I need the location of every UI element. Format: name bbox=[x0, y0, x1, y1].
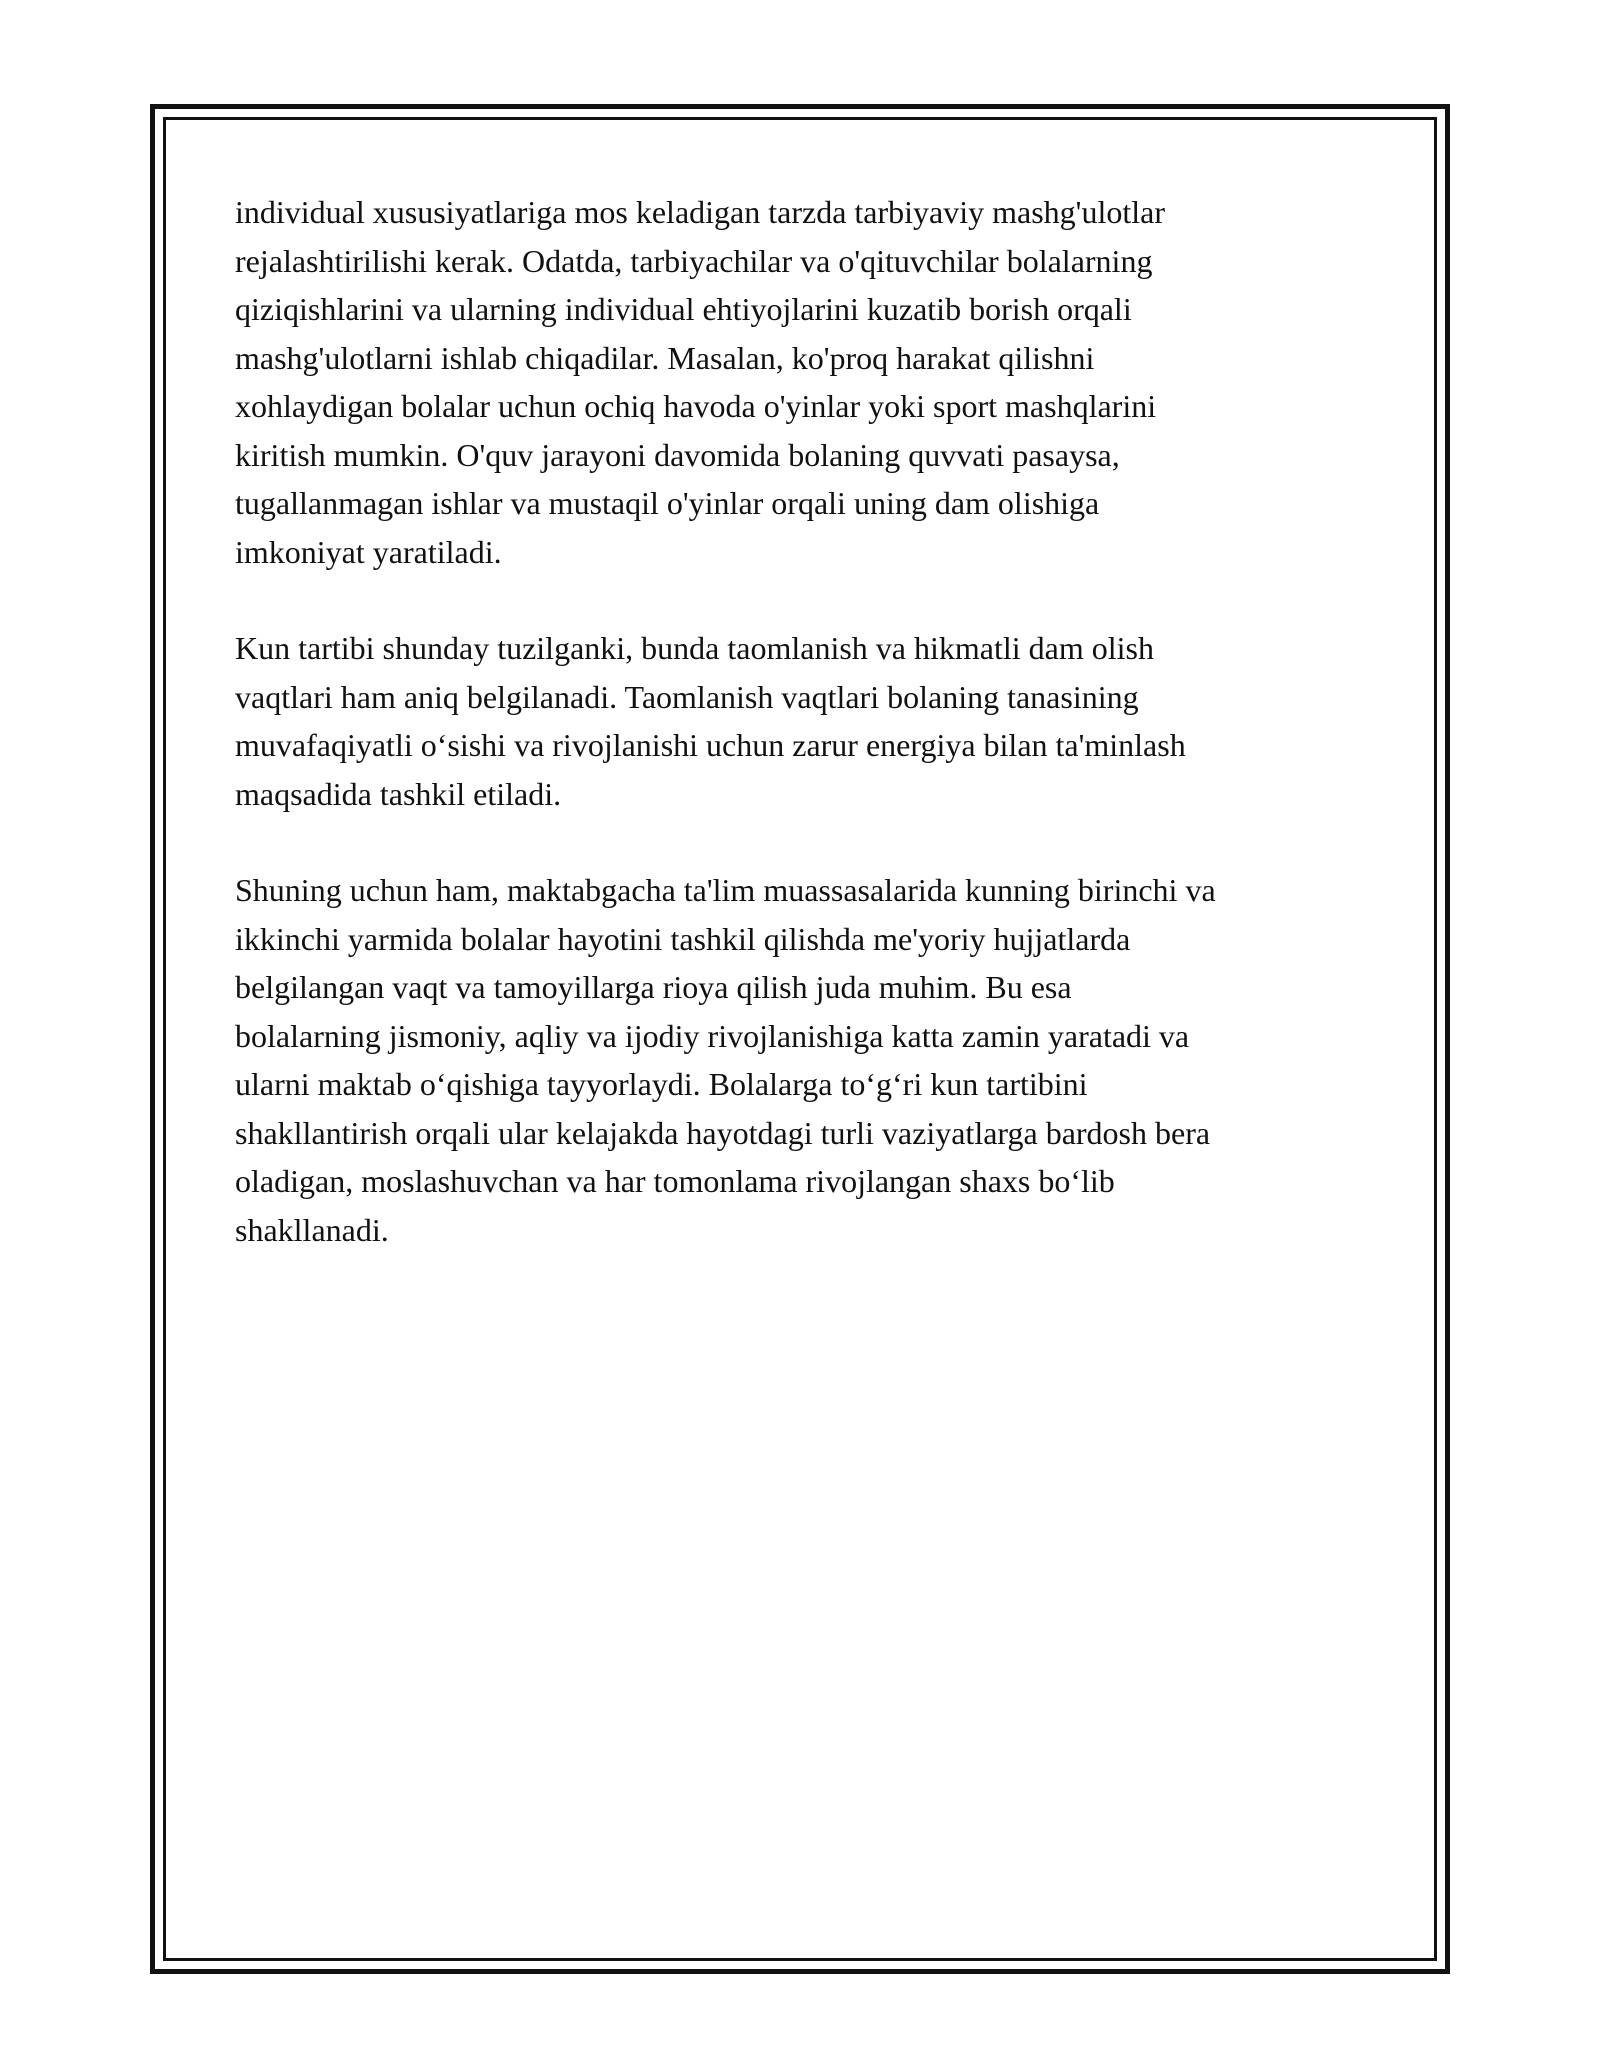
text-line: belgilangan vaqt va tamoyillarga rioya qilish juda muhim. Bu esa bbox=[235, 969, 1072, 1005]
text-line: ularni maktab o‘qishiga tayyorlaydi. Bolalarga to‘g‘ri kun tartibini bbox=[235, 1066, 1088, 1102]
text-line: shakllantirish orqali ular kelajakda hayotdagi turli vaziyatlarga bardosh bera bbox=[235, 1114, 1211, 1151]
text-line: ikkinchi yarmida bolalar hayotini tashkil qilishda me'yoriy hujjatlarda bbox=[235, 920, 1131, 957]
text-line: mashg'ulotlarni ishlab chiqadilar. Masalan, ko'proq harakat qilishni bbox=[235, 339, 1095, 376]
paragraph-1 bbox=[235, 188, 1375, 576]
text-line: maqsadida tashkil etiladi. bbox=[235, 775, 562, 812]
text-line: muvafaqiyatli o‘sishi va rivojlanishi uchun zarur energiya bilan ta'minlash bbox=[235, 727, 1186, 763]
text-line: vaqtlari ham aniq belgilanadi. Taomlanish vaqtlari bolaning tanasining bbox=[235, 678, 1139, 715]
text-line: Shuning uchun ham, maktabgacha ta'lim muassasalarida kunning birinchi va bbox=[235, 872, 1216, 908]
text-line: imkoniyat yaratiladi. bbox=[235, 533, 502, 570]
text-line: individual xususiyatlariga mos keladigan tarzda tarbiyaviy mashg'ulotlar bbox=[235, 194, 1165, 230]
document-body bbox=[235, 188, 1375, 1302]
paragraph-2 bbox=[235, 624, 1375, 818]
text-line: kiritish mumkin. O'quv jarayoni davomida bolaning quvvati pasaysa, bbox=[235, 436, 1120, 473]
text-line: oladigan, moslashuvchan va har tomonlama rivojlangan shaxs bo‘lib bbox=[235, 1163, 1115, 1199]
text-line: bolalarning jismoniy, aqliy va ijodiy rivojlanishiga katta zamin yaratadi va bbox=[235, 1017, 1190, 1054]
text-line: rejalashtirilishi kerak. Odatda, tarbiyachilar va o'qituvchilar bolalarning bbox=[235, 242, 1153, 279]
text-line: tugallanmagan ishlar va mustaqil o'yinlar orqali uning dam olishiga bbox=[235, 485, 1100, 521]
text-line: Kun tartibi shunday tuzilganki, bunda taomlanish va hikmatli dam olish bbox=[235, 630, 1154, 666]
text-line: shakllanadi. bbox=[235, 1211, 389, 1248]
text-line: xohlaydigan bolalar uchun ochiq havoda o'yinlar yoki sport mashqlarini bbox=[235, 388, 1157, 424]
paragraph-3 bbox=[235, 866, 1375, 1254]
text-line: qiziqishlarini va ularning individual ehtiyojlarini kuzatib borish orqali bbox=[235, 291, 1132, 327]
